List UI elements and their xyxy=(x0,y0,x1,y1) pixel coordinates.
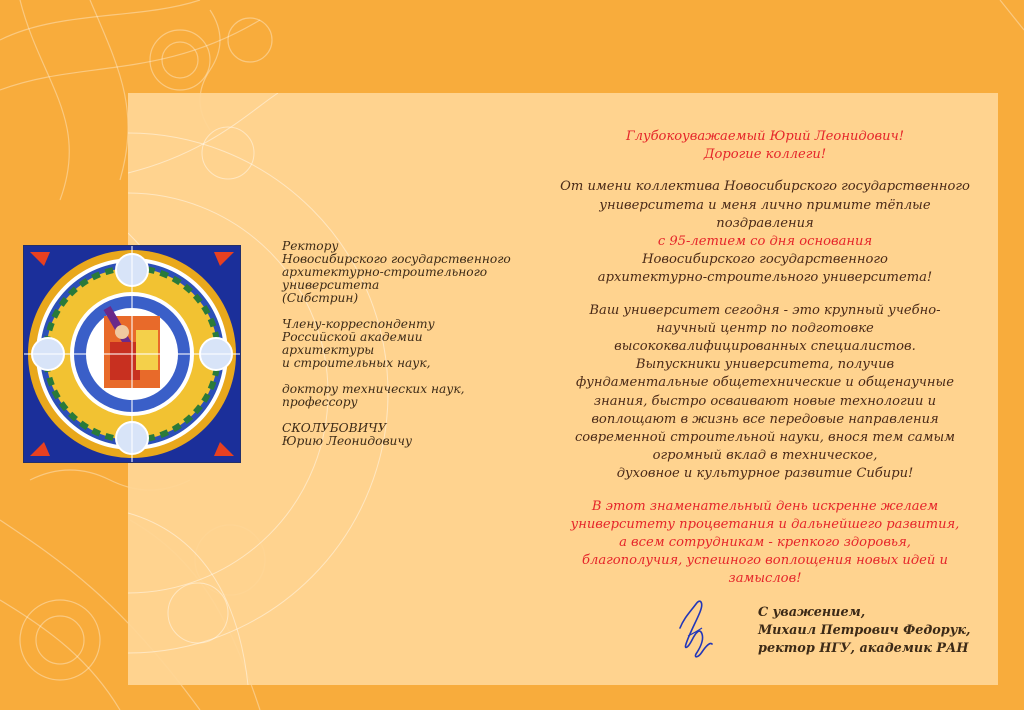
signoff-line: ректор НГУ, академик РАН xyxy=(758,641,969,656)
address-line: архитектуры xyxy=(282,343,375,357)
letter-line: Выпускники университета, получив xyxy=(635,357,895,373)
address-line: Ректору xyxy=(282,239,339,253)
letter-line: огромный вклад в техническое, xyxy=(652,448,878,464)
address-line: архитектурно-строительного xyxy=(282,265,488,279)
letter-line: с 95-летием со дня основания xyxy=(657,234,873,250)
handwritten-signature xyxy=(666,588,726,668)
letter-line: университета и меня лично примите тёплые поздравления xyxy=(599,197,931,231)
signoff-line: С уважением, xyxy=(758,605,866,620)
letter-line: фундаментальные общетехнические и общенаучные xyxy=(576,375,954,391)
stained-glass-medallion xyxy=(24,246,240,462)
letter-line: От имени коллектива Новосибирского государственного xyxy=(560,179,970,195)
address-line: Юрию Леонидовичу xyxy=(282,434,413,448)
letter-line: современной строительной науки, внося тем самым xyxy=(574,430,956,446)
address-line: Российской академии xyxy=(282,330,423,344)
letter-line: Ваш университет сегодня - это крупный учебно- xyxy=(589,302,941,318)
letter-line: Новосибирского государственного xyxy=(642,252,888,268)
signoff-line: Михаил Петрович Федорук, xyxy=(758,623,971,638)
wishes-line: а всем сотрудникам - крепкого здоровья, xyxy=(619,535,911,551)
letter-line: духовное и культурное развитие Сибири! xyxy=(616,466,914,482)
signoff-block xyxy=(758,604,998,658)
letter-line: архитектурно-строительного университета! xyxy=(597,270,933,286)
addressee-block xyxy=(282,240,527,448)
greeting-line: Глубокоуважаемый Юрий Леонидович! xyxy=(625,129,905,144)
address-line: Члену-корреспонденту xyxy=(282,317,435,331)
letter-line: воплощают в жизнь все передовые направления xyxy=(591,411,939,427)
address-line: СКОЛУБОВИЧУ xyxy=(282,421,387,435)
letter-body xyxy=(555,128,975,589)
wishes-line: благополучия, успешного воплощения новых идей и xyxy=(582,553,948,569)
wishes-line: университету процветания и дальнейшего развития, xyxy=(570,516,960,532)
letter-line: знания, быстро осваивают новые технологии и xyxy=(593,393,937,409)
address-line: профессору xyxy=(282,395,358,409)
address-line: и строительных наук, xyxy=(282,356,431,370)
wishes-line: замыслов! xyxy=(728,571,802,587)
address-line: (Сибстрин) xyxy=(282,291,359,305)
address-line: Новосибирского государственного xyxy=(282,252,511,266)
greeting-line: Дорогие коллеги! xyxy=(703,147,827,163)
letter-line: высококвалифицированных специалистов. xyxy=(614,339,916,355)
letter-line: научный центр по подготовке xyxy=(656,320,874,336)
wishes-line: В этот знаменательный день искренне желаем xyxy=(591,498,939,514)
address-line: университета xyxy=(282,278,380,292)
address-line: доктору технических наук, xyxy=(282,382,465,396)
